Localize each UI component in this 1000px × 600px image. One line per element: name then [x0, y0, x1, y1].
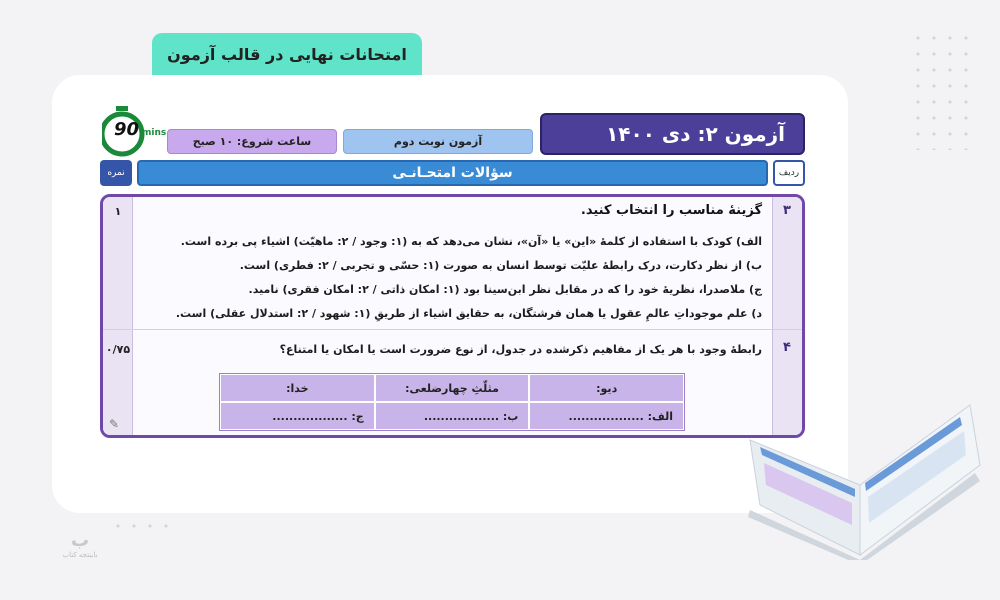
- exam-title: آزمون ۲: دی ۱۴۰۰: [540, 113, 805, 155]
- question-score: ۱: [114, 205, 122, 218]
- question-option: ب) از نظر دکارت، درک رابطۀ علیّت توسط انسان به صورت (۱: حسّی و تجربی / ۲: فطری) است.: [239, 259, 762, 272]
- stopwatch-icon: [102, 106, 170, 158]
- duration-number: 90: [114, 119, 140, 140]
- answer-blank: ب: ..................: [375, 402, 530, 430]
- questions-box: [100, 194, 805, 438]
- question-option: ج) ملاصدرا، نظریۀ خود را که در مقابل نظر ابن‌سینا بود (۱: امکان ذاتی / ۲: امکان فقری) نامید.: [248, 283, 762, 296]
- question-number: ۳: [783, 203, 791, 218]
- answer-blank: الف: ..................: [529, 402, 684, 430]
- table-cell: مثلّثِ چهارضلعی:: [375, 374, 530, 402]
- decorative-dots: [910, 30, 980, 150]
- start-time-badge: ساعت شروع: ۱۰ صبح: [167, 129, 337, 154]
- answer-table: [219, 373, 685, 431]
- exam-sheet: [100, 110, 805, 440]
- brand-logo-text: باینتجه کتاب: [62, 551, 98, 559]
- row-label: ردیف: [773, 160, 805, 186]
- table-cell: خدا:: [220, 374, 375, 402]
- question-number: ۴: [783, 340, 791, 355]
- pencil-icon: ✎: [109, 417, 120, 431]
- score-column: [103, 197, 133, 435]
- open-book-image: [740, 385, 985, 560]
- banner-title: امتحانات نهایی در قالب آزمون: [152, 33, 422, 75]
- question-option: الف) کودک با استفاده از کلمۀ «این» یا «آن»، نشان می‌دهد که به (۱: وجود / ۲: ماهیّت) اشیاء پی برده است.: [180, 235, 762, 248]
- score-label: نمره: [100, 160, 132, 186]
- table-header: [100, 160, 805, 186]
- answer-blank: ج: ..................: [220, 402, 375, 430]
- duration-unit: mins: [142, 128, 167, 138]
- brand-logo: ب باینتجه کتاب: [55, 530, 105, 570]
- section-title: سؤالات امتحـانـی: [137, 160, 768, 186]
- question-title: گزینۀ مناسب را انتخاب کنید.: [580, 203, 762, 218]
- table-cell: دیو:: [529, 374, 684, 402]
- exam-turn-badge: آزمون نوبت دوم: [343, 129, 533, 154]
- question-divider: [103, 329, 802, 330]
- question-option: د) علم موجوداتِ عالمِ عقول یا همان فرشتگان، به حقایق اشیاء از طریقِ (۱: شهود / ۲: استدلال عقلی) است.: [175, 307, 762, 320]
- question-title: رابطۀ وجود با هر یک از مفاهیم ذکرشده در جدول، از نوع ضرورت است یا امکان یا امتناع؟: [279, 343, 762, 356]
- question-score: ۰/۷۵: [105, 343, 131, 356]
